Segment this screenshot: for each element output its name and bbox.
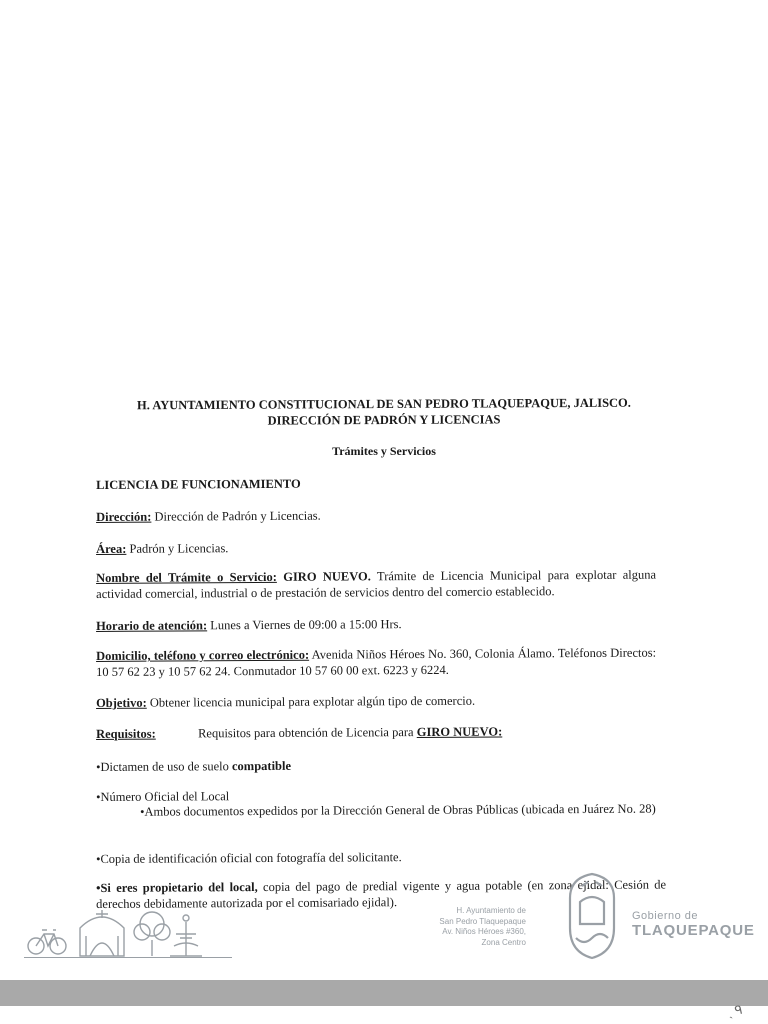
bicycle-icon — [28, 930, 66, 954]
list-item-ambos-text: •Ambos documentos expedidos por la Dirección General de Obras Públicas (ubicada en Juárez No. 28) — [140, 801, 656, 819]
footer-address-line: Av. Niños Héroes #360, — [442, 927, 526, 936]
field-domicilio-value: Avenida Niños Héroes No. 360, Colonia Álamo. Teléfonos Directos: 10 57 62 23 y 10 57 62 24. Conmutador 10 57 60 00 ext. 6223 y 6224. — [96, 645, 657, 679]
list-item-propietario-text: copia del pago de predial vigente y agua potable (en zona ejidal: Cesión de derechos debidamente autorizada por el comisariado ejidal). — [96, 877, 667, 911]
field-tramite — [96, 567, 656, 602]
bottom-gray-band — [0, 980, 768, 1006]
field-horario-value: Lunes a Viernes de 09:00 a 15:00 Hrs. — [207, 617, 402, 633]
handwritten-mark: ˎ ᑫ — [726, 1002, 744, 1020]
field-direccion-value: Dirección de Padrón y Licencias. — [151, 508, 321, 524]
list-item-dictamen-strong: compatible — [231, 758, 292, 774]
field-horario-label: Horario de atención: — [96, 618, 208, 633]
logo-text-big: TLAQUEPAQUE — [632, 922, 755, 939]
field-objetivo-label: Objetivo: — [96, 695, 147, 710]
field-domicilio — [96, 645, 656, 680]
list-item-numero-text: •Número Oficial del Local — [96, 789, 230, 804]
field-requisitos-strong: GIRO NUEVO: — [416, 724, 503, 740]
header-line-2: DIRECCIÓN DE PADRÓN Y LICENCIAS — [267, 412, 501, 428]
field-domicilio-label: Domicilio, teléfono y correo electrónico: — [96, 647, 310, 663]
footer-address-line: H. Ayuntamiento de — [456, 906, 526, 915]
tlaquepaque-seal-icon — [560, 868, 624, 960]
list-item-dictamen — [96, 756, 656, 775]
field-tramite-strong: GIRO NUEVO. — [276, 569, 371, 584]
list-item-dictamen-text: •Dictamen de uso de suelo — [96, 759, 233, 774]
field-direccion-label: Dirección: — [96, 509, 152, 524]
list-item-ambos — [96, 801, 656, 820]
field-requisitos-value: Requisitos para obtención de Licencia para — [198, 725, 417, 741]
document-header — [96, 394, 672, 429]
field-direccion — [96, 506, 656, 525]
field-area-label: Área: — [96, 541, 127, 556]
header-line-1: H. AYUNTAMIENTO CONSTITUCIONAL DE SAN PEDRO TLAQUEPAQUE, JALISCO. — [137, 395, 631, 413]
field-tramite-value: Trámite de Licencia Municipal para explotar alguna actividad comercial, industrial o de prestación de servicios dentro del comercio establecido. — [96, 567, 657, 601]
kiosk-icon — [80, 910, 124, 956]
logo-text-small: Gobierno de — [632, 910, 699, 922]
footer-address-line: San Pedro Tlaquepaque — [439, 916, 526, 926]
tree-icon — [134, 912, 170, 956]
field-requisitos — [96, 723, 656, 742]
field-requisitos-label: Requisitos: — [96, 726, 156, 741]
fountain-icon — [170, 915, 202, 956]
list-item-copia — [96, 848, 656, 867]
list-item-propietario-strong: •Si eres propietario del local, — [96, 880, 258, 895]
footer-divider — [24, 957, 232, 958]
field-objetivo-value: Obtener licencia municipal para explotar algún tipo de comercio. — [146, 693, 476, 710]
document-title: LICENCIA DE FUNCIONAMIENTO — [96, 476, 301, 492]
field-area-value: Padrón y Licencias. — [126, 541, 229, 556]
footer-address-line: Zona Centro — [481, 937, 526, 947]
field-area — [96, 538, 656, 557]
list-item-copia-text: •Copia de identificación oficial con fotografía del solicitante. — [96, 850, 402, 866]
field-objetivo — [96, 692, 656, 711]
field-horario — [96, 615, 656, 634]
header-subtitle: Trámites y Servicios — [332, 444, 436, 458]
footer-illustration — [24, 900, 234, 960]
field-tramite-label: Nombre del Trámite o Servicio: — [96, 569, 277, 585]
footer-address — [400, 906, 526, 948]
